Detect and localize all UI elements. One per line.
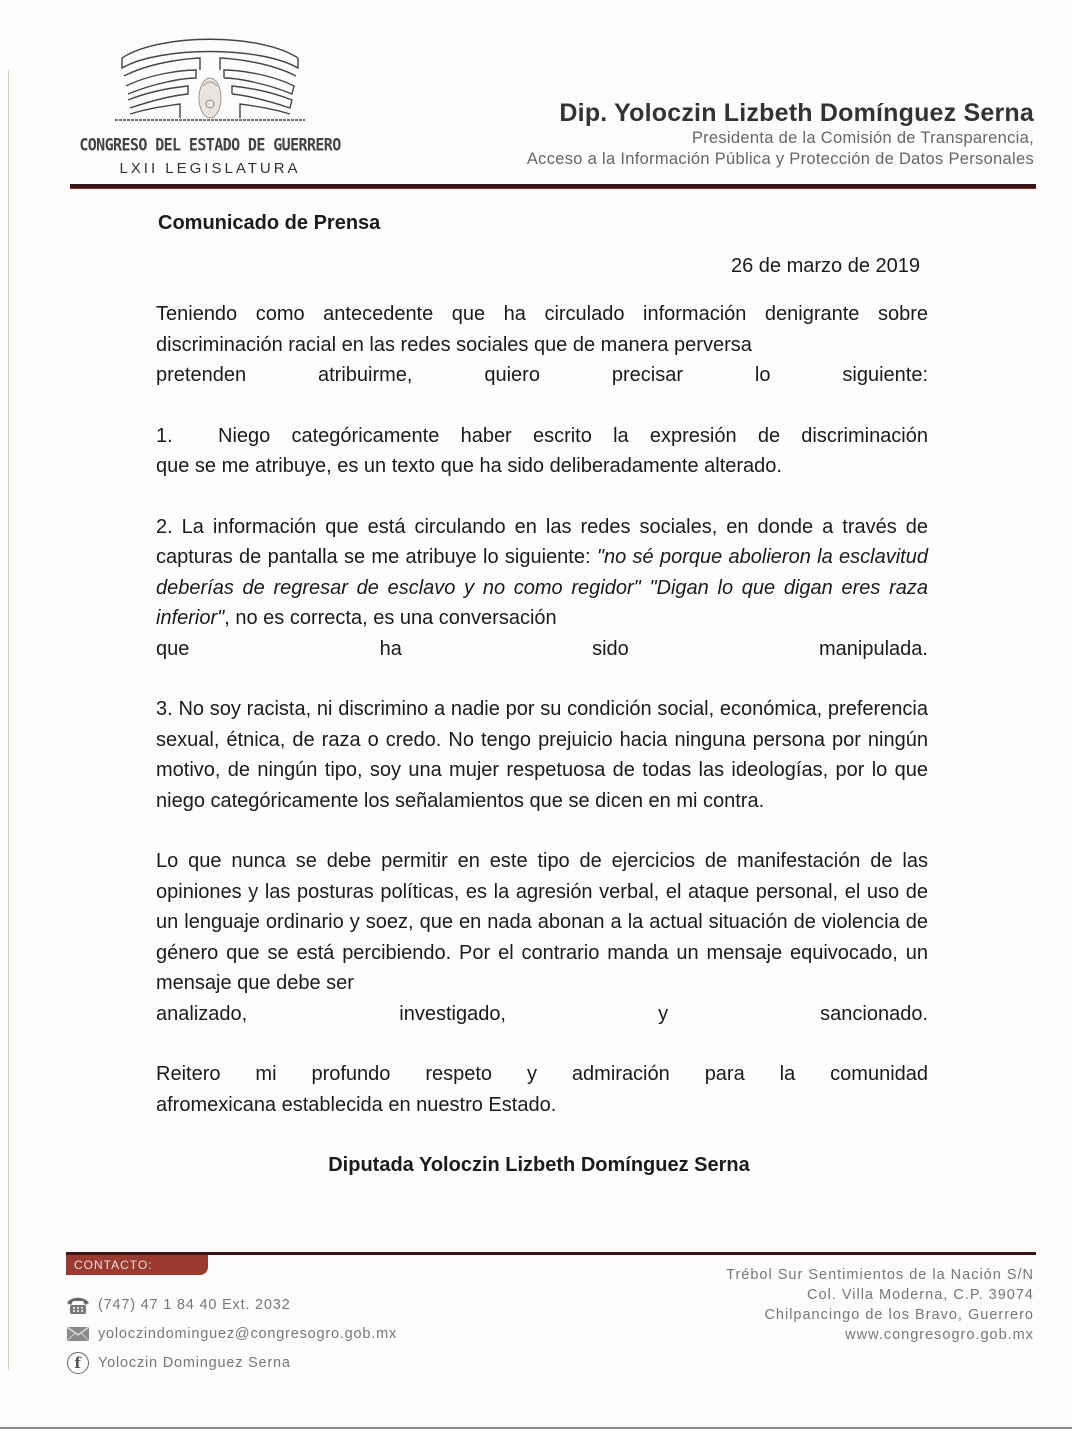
point-1-number: 1.: [156, 424, 173, 447]
point-2-last-line: que ha sido manipulada.: [156, 637, 928, 660]
congress-building-icon: [110, 28, 310, 134]
intro-paragraph: [156, 299, 928, 360]
congress-logo: [70, 28, 350, 178]
spacer: [156, 816, 928, 846]
intro-line-1: Teniendo como antecedente que ha circulado información denigrante sobre discriminación racial en las redes sociales que de manera perversa: [156, 303, 928, 356]
footer-divider: [66, 1252, 1036, 1255]
state-seal-icon: [199, 78, 221, 118]
address-line-2: Col. Villa Moderna, C.P. 39074: [807, 1287, 1034, 1303]
contact-email: [64, 1319, 397, 1348]
signature-name: Diputada Yoloczin Lizbeth Domínguez Serna: [328, 1154, 750, 1176]
contact-phone-text: (747) 47 1 84 40 Ext. 2032: [98, 1296, 291, 1313]
spacer: [156, 1029, 928, 1059]
page-edge: [8, 70, 9, 1370]
website-link[interactable]: www.congresogro.gob.mx: [845, 1327, 1034, 1343]
intro-last-line: pretenden atribuirme, quiero precisar lo siguiente:: [156, 364, 928, 386]
official-position-line2: Acceso a la Información Pública y Protección de Datos Personales: [526, 150, 1034, 168]
paragraph-4-last-line: analizado, investigado, y sancionado.: [156, 1002, 928, 1025]
institution-name: CONGRESO DEL ESTADO DE GUERRERO: [79, 134, 341, 156]
contact-info: [64, 1290, 397, 1377]
document-title: Comunicado de Prensa: [158, 212, 381, 234]
official-name: Dip. Yoloczin Lizbeth Domínguez Serna: [559, 99, 1034, 127]
point-2-lead: 2. La información que está circulando en las redes sociales, en donde a través de capturas de pantalla se me atribuye lo siguiente:: [156, 515, 928, 568]
spacer: [156, 664, 928, 694]
address-line-1: Trébol Sur Sentimientos de la Nación S/N: [726, 1267, 1034, 1283]
spacer: [156, 482, 928, 512]
address-line-3: Chilpancingo de los Bravo, Guerrero: [764, 1307, 1034, 1323]
telephone-icon: [64, 1294, 92, 1316]
point-2-quote-1: "no sé porque abolieron la esclavitud deberías de regresar de esclavo y no como regidor": [156, 546, 928, 599]
letterhead-official: [394, 98, 1034, 170]
point-1-text: Niego categóricamente haber escrito la expresión de discriminación: [218, 424, 928, 447]
postal-address: [726, 1265, 1034, 1345]
paragraph-4: Lo que nunca se debe permitir en este tipo de ejercicios de manifestación de las opiniones y las posturas políticas, es la agresión verbal, el ataque personal, el uso de un lenguaje ordinario y soez, que en nada abonan a la actual situación de violencia de género que se está percibiendo. Por el contrario manda un mensaje equivocado, un mensaje que debe ser: [156, 850, 928, 994]
header-divider: [70, 184, 1036, 189]
legislature-label: LXII LEGISLATURA: [119, 160, 301, 177]
contact-email-link[interactable]: yoloczindominguez@congresogro.gob.mx: [98, 1325, 398, 1342]
point-2-paragraph: [156, 512, 928, 634]
contact-facebook-text[interactable]: Yoloczin Dominguez Serna: [98, 1354, 291, 1371]
point-2-tail: , no es correcta, es una conversación: [224, 607, 557, 629]
point-1-line-1: [156, 421, 928, 452]
official-position-line1: Presidenta de la Comisión de Transparencia,: [691, 129, 1034, 147]
contact-phone: [64, 1290, 397, 1319]
contact-facebook: [64, 1348, 397, 1377]
document-date: 26 de marzo de 2019: [730, 254, 920, 277]
paragraph-5-line-2: afromexicana establecida en nuestro Estado.: [156, 1093, 557, 1116]
envelope-icon: [64, 1323, 92, 1345]
point-3-paragraph: 3. No soy racista, ni discrimino a nadie por su condición social, económica, preferencia sexual, étnica, de raza o credo. No tengo prejuicio hacia ninguna persona por ningún motivo, de ningún tipo, soy una mujer respetuosa de todas las ideologías, por lo que niego categóricamente los señalamientos que se dicen en mi contra.: [156, 698, 928, 812]
facebook-icon: f: [67, 1352, 89, 1374]
point-1-line-2: que se me atribuye, es un texto que ha sido deliberadamente alterado.: [156, 455, 782, 477]
paragraph-5-line-1: Reitero mi profundo respeto y admiración para la comunidad: [156, 1063, 928, 1085]
document-body: [156, 208, 928, 1181]
point-2-quote-2: "Digan lo que digan eres raza inferior": [156, 576, 928, 629]
spacer: [156, 391, 928, 421]
contact-label: CONTACTO:: [66, 1255, 208, 1275]
